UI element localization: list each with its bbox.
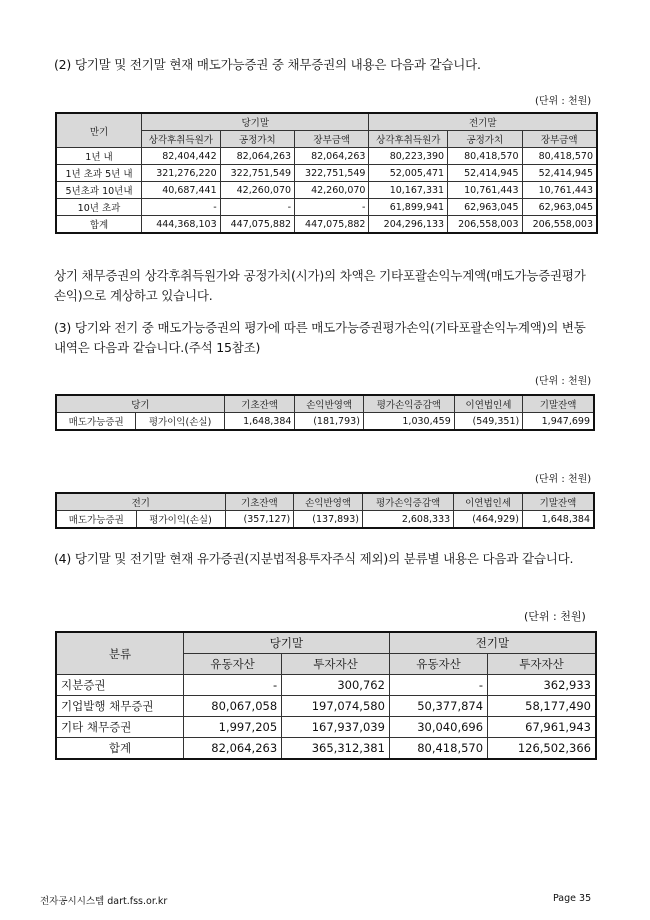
section4-heading: (4) 당기말 및 전기말 현재 유가증권(지분법적용투자주식 제외)의 분류별 내용은 다음과 같습니다. [54, 551, 574, 566]
col-header: 유동자산 [389, 654, 487, 675]
cell: (549,351) [454, 413, 522, 431]
period-header: 전기 [56, 493, 225, 511]
col-header: 이연법인세 [454, 493, 523, 511]
row-label: 합계 [56, 216, 142, 234]
section3-unit-current: (단위 : 천원) [535, 376, 592, 387]
table-row [56, 413, 594, 431]
section4-unit: (단위 : 천원) [524, 610, 586, 623]
cell: 10,167,331 [369, 182, 448, 199]
cell: 30,040,696 [389, 717, 487, 738]
cell: 82,064,263 [184, 738, 282, 760]
cell: 10,761,443 [448, 182, 522, 199]
cell: 2,608,333 [362, 511, 453, 529]
col-header: 투자자산 [282, 654, 390, 675]
cell: 42,260,070 [220, 182, 294, 199]
cell: - [389, 675, 487, 696]
section2-heading: (2) 당기말 및 전기말 현재 매도가능증권 중 채무증권의 내용은 다음과 같습니다. [54, 57, 481, 72]
col-header: 장부금액 [295, 131, 369, 148]
footer-system-name: 전자공시시스템 dart.fss.or.kr [40, 896, 168, 907]
cell: (357,127) [225, 511, 294, 529]
item-sub-label: 평가이익(손실) [136, 413, 225, 431]
prior-period-header: 전기말 [369, 113, 597, 131]
section2-note: 상기 채무증권의 상각후취득원가와 공정가치(시가)의 차액은 기타포괄손익누계액(매도가능증권평가손익)으로 계상하고 있습니다. [54, 268, 586, 303]
table-row [56, 511, 594, 529]
table-row [56, 696, 596, 717]
cell: 52,414,945 [448, 165, 522, 182]
cell: 300,762 [282, 675, 390, 696]
col-header: 공정가치 [220, 131, 294, 148]
cell: 61,899,941 [369, 199, 448, 216]
cell: - [142, 199, 221, 216]
cell: 321,276,220 [142, 165, 221, 182]
maturity-header: 만기 [56, 113, 142, 148]
cell: 82,404,442 [142, 148, 221, 165]
col-header: 기말잔액 [522, 493, 594, 511]
col-header: 이연법인세 [454, 395, 522, 413]
section3-heading: (3) 당기와 전기 중 매도가능증권의 평가에 따른 매도가능증권평가손익(기타포괄손익누계액)의 변동 내역은 다음과 같습니다.(주석 15참조) [54, 320, 586, 355]
cell: 197,074,580 [282, 696, 390, 717]
cell: 1,030,459 [363, 413, 454, 431]
cell: 80,418,570 [448, 148, 522, 165]
col-header: 공정가치 [448, 131, 522, 148]
col-header: 투자자산 [488, 654, 596, 675]
table-row [56, 199, 597, 216]
cell: 52,414,945 [522, 165, 597, 182]
row-label: 1년 내 [56, 148, 142, 165]
row-label: 기업발행 채무증권 [56, 696, 184, 717]
row-label: 기타 채무증권 [56, 717, 184, 738]
cell: 322,751,549 [220, 165, 294, 182]
col-header: 손익반영액 [294, 493, 363, 511]
cell: 447,075,882 [295, 216, 369, 234]
col-header: 장부금액 [522, 131, 597, 148]
cell: 206,558,003 [522, 216, 597, 234]
row-label: 5년초과 10년내 [56, 182, 142, 199]
col-header: 기말잔액 [523, 395, 594, 413]
cell: (464,929) [454, 511, 523, 529]
table-row [56, 165, 597, 182]
cell: 362,933 [488, 675, 596, 696]
col-header: 기초잔액 [224, 395, 295, 413]
item-sub-label: 평가이익(손실) [136, 511, 225, 529]
cell: 322,751,549 [295, 165, 369, 182]
securities-classification-table [55, 631, 597, 760]
cell: (137,893) [294, 511, 363, 529]
table-row-total [56, 738, 596, 760]
cell: 1,947,699 [523, 413, 594, 431]
cell: 204,296,133 [369, 216, 448, 234]
cell: 62,963,045 [448, 199, 522, 216]
valuation-change-prior-table [55, 492, 595, 529]
section2-unit: (단위 : 천원) [535, 96, 592, 107]
col-header: 기초잔액 [225, 493, 294, 511]
row-label: 지분증권 [56, 675, 184, 696]
cell: 1,648,384 [522, 511, 594, 529]
table-row [56, 717, 596, 738]
col-header: 상각후취득원가 [369, 131, 448, 148]
cell: 58,177,490 [488, 696, 596, 717]
col-header: 유동자산 [184, 654, 282, 675]
table-row [56, 148, 597, 165]
cell: 82,064,263 [295, 148, 369, 165]
cell: 82,064,263 [220, 148, 294, 165]
row-label: 10년 초과 [56, 199, 142, 216]
cell: 80,418,570 [522, 148, 597, 165]
row-label: 1년 초과 5년 내 [56, 165, 142, 182]
cell: 10,761,443 [522, 182, 597, 199]
cell: 1,648,384 [224, 413, 295, 431]
footer-page-number: Page 35 [553, 893, 592, 904]
valuation-change-current-table [55, 394, 595, 431]
table-row [56, 675, 596, 696]
row-label: 합계 [56, 738, 184, 760]
cell: 206,558,003 [448, 216, 522, 234]
cell: 50,377,874 [389, 696, 487, 717]
cell: 80,223,390 [369, 148, 448, 165]
period-header: 당기 [56, 395, 224, 413]
cell: - [220, 199, 294, 216]
debt-securities-maturity-table [55, 112, 598, 234]
current-period-header: 당기말 [142, 113, 369, 131]
current-period-header: 당기말 [184, 632, 390, 654]
item-label: 매도가능증권 [56, 511, 136, 529]
cell: 80,067,058 [184, 696, 282, 717]
cell: 67,961,943 [488, 717, 596, 738]
col-header: 평가손익증감액 [362, 493, 453, 511]
cell: (181,793) [295, 413, 363, 431]
table-row-total [56, 216, 597, 234]
cell: - [184, 675, 282, 696]
cell: 40,687,441 [142, 182, 221, 199]
col-header: 평가손익증감액 [363, 395, 454, 413]
item-label: 매도가능증권 [56, 413, 136, 431]
col-header: 손익반영액 [295, 395, 363, 413]
cell: 52,005,471 [369, 165, 448, 182]
col-header: 상각후취득원가 [142, 131, 221, 148]
cell: 62,963,045 [522, 199, 597, 216]
table-row [56, 182, 597, 199]
prior-period-header: 전기말 [389, 632, 596, 654]
category-header: 분류 [56, 632, 184, 675]
cell: 1,997,205 [184, 717, 282, 738]
cell: 447,075,882 [220, 216, 294, 234]
cell: 42,260,070 [295, 182, 369, 199]
section3-unit-prior: (단위 : 천원) [535, 474, 592, 485]
cell: - [295, 199, 369, 216]
cell: 365,312,381 [282, 738, 390, 760]
cell: 126,502,366 [488, 738, 596, 760]
cell: 80,418,570 [389, 738, 487, 760]
cell: 444,368,103 [142, 216, 221, 234]
cell: 167,937,039 [282, 717, 390, 738]
